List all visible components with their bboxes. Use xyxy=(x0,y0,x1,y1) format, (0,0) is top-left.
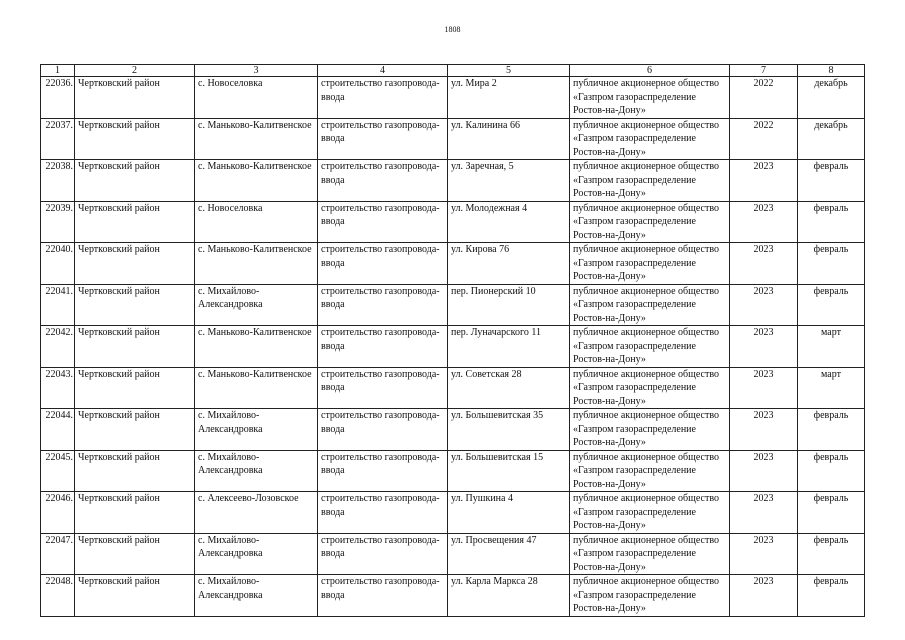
owner-cell: публичное акционерное общество «Газпром газораспределение Ростов-на-Дону» xyxy=(570,326,730,368)
district-cell: Чертковский район xyxy=(75,77,195,119)
settlement-cell: с. Михайлово-Александровка xyxy=(195,450,318,492)
row-number-cell: 22036. xyxy=(41,77,75,119)
row-number-cell: 22041. xyxy=(41,284,75,326)
district-cell: Чертковский район xyxy=(75,201,195,243)
settlement-cell: с. Маньково-Калитвенское xyxy=(195,367,318,409)
owner-cell: публичное акционерное общество «Газпром газораспределение Ростов-на-Дону» xyxy=(570,77,730,119)
table-row xyxy=(41,284,865,326)
table-row xyxy=(41,533,865,575)
address-cell: пер. Пионерский 10 xyxy=(448,284,570,326)
row-number-cell: 22038. xyxy=(41,160,75,202)
address-cell: ул. Просвещения 47 xyxy=(448,533,570,575)
row-number-cell: 22039. xyxy=(41,201,75,243)
month-cell: март xyxy=(798,367,865,409)
year-cell: 2023 xyxy=(730,160,798,202)
address-cell: ул. Заречная, 5 xyxy=(448,160,570,202)
table-row xyxy=(41,77,865,119)
owner-cell: публичное акционерное общество «Газпром газораспределение Ростов-на-Дону» xyxy=(570,409,730,451)
column-header: 2 xyxy=(75,65,195,77)
work-type-cell: строительство газопровода-ввода xyxy=(318,160,448,202)
year-cell: 2023 xyxy=(730,326,798,368)
settlement-cell: с. Маньково-Калитвенское xyxy=(195,243,318,285)
year-cell: 2023 xyxy=(730,450,798,492)
district-cell: Чертковский район xyxy=(75,533,195,575)
work-type-cell: строительство газопровода-ввода xyxy=(318,533,448,575)
address-cell: ул. Большевитская 35 xyxy=(448,409,570,451)
settlement-cell: с. Михайлово-Александровка xyxy=(195,533,318,575)
owner-cell: публичное акционерное общество «Газпром газораспределение Ростов-на-Дону» xyxy=(570,450,730,492)
column-header: 8 xyxy=(798,65,865,77)
column-header: 6 xyxy=(570,65,730,77)
work-type-cell: строительство газопровода-ввода xyxy=(318,201,448,243)
column-header: 4 xyxy=(318,65,448,77)
table-row xyxy=(41,450,865,492)
address-cell: ул. Калинина 66 xyxy=(448,118,570,160)
address-cell: ул. Карла Маркса 28 xyxy=(448,575,570,617)
month-cell: февраль xyxy=(798,201,865,243)
row-number-cell: 22044. xyxy=(41,409,75,451)
address-cell: ул. Кирова 76 xyxy=(448,243,570,285)
work-type-cell: строительство газопровода-ввода xyxy=(318,118,448,160)
row-number-cell: 22037. xyxy=(41,118,75,160)
work-type-cell: строительство газопровода-ввода xyxy=(318,409,448,451)
month-cell: декабрь xyxy=(798,77,865,119)
month-cell: февраль xyxy=(798,284,865,326)
district-cell: Чертковский район xyxy=(75,326,195,368)
row-number-cell: 22040. xyxy=(41,243,75,285)
month-cell: февраль xyxy=(798,160,865,202)
owner-cell: публичное акционерное общество «Газпром газораспределение Ростов-на-Дону» xyxy=(570,575,730,617)
work-type-cell: строительство газопровода-ввода xyxy=(318,492,448,534)
table-row xyxy=(41,367,865,409)
owner-cell: публичное акционерное общество «Газпром газораспределение Ростов-на-Дону» xyxy=(570,284,730,326)
row-number-cell: 22042. xyxy=(41,326,75,368)
address-cell: ул. Пушкина 4 xyxy=(448,492,570,534)
district-cell: Чертковский район xyxy=(75,160,195,202)
address-cell: ул. Молодежная 4 xyxy=(448,201,570,243)
owner-cell: публичное акционерное общество «Газпром газораспределение Ростов-на-Дону» xyxy=(570,492,730,534)
row-number-cell: 22048. xyxy=(41,575,75,617)
settlement-cell: с. Новоселовка xyxy=(195,77,318,119)
row-number-cell: 22045. xyxy=(41,450,75,492)
settlement-cell: с. Маньково-Калитвенское xyxy=(195,118,318,160)
month-cell: март xyxy=(798,326,865,368)
work-type-cell: строительство газопровода-ввода xyxy=(318,284,448,326)
table-row xyxy=(41,326,865,368)
owner-cell: публичное акционерное общество «Газпром газораспределение Ростов-на-Дону» xyxy=(570,118,730,160)
settlement-cell: с. Новоселовка xyxy=(195,201,318,243)
month-cell: февраль xyxy=(798,492,865,534)
owner-cell: публичное акционерное общество «Газпром газораспределение Ростов-на-Дону» xyxy=(570,243,730,285)
year-cell: 2023 xyxy=(730,409,798,451)
month-cell: февраль xyxy=(798,533,865,575)
year-cell: 2023 xyxy=(730,533,798,575)
district-cell: Чертковский район xyxy=(75,367,195,409)
work-type-cell: строительство газопровода-ввода xyxy=(318,326,448,368)
owner-cell: публичное акционерное общество «Газпром газораспределение Ростов-на-Дону» xyxy=(570,201,730,243)
owner-cell: публичное акционерное общество «Газпром газораспределение Ростов-на-Дону» xyxy=(570,160,730,202)
month-cell: февраль xyxy=(798,409,865,451)
year-cell: 2023 xyxy=(730,575,798,617)
column-header: 7 xyxy=(730,65,798,77)
year-cell: 2023 xyxy=(730,284,798,326)
settlement-cell: с. Алексеево-Лозовское xyxy=(195,492,318,534)
table-row xyxy=(41,409,865,451)
district-cell: Чертковский район xyxy=(75,492,195,534)
work-type-cell: строительство газопровода-ввода xyxy=(318,243,448,285)
settlement-cell: с. Маньково-Калитвенское xyxy=(195,326,318,368)
owner-cell: публичное акционерное общество «Газпром газораспределение Ростов-на-Дону» xyxy=(570,533,730,575)
settlement-cell: с. Маньково-Калитвенское xyxy=(195,160,318,202)
address-cell: пер. Луначарского 11 xyxy=(448,326,570,368)
district-cell: Чертковский район xyxy=(75,450,195,492)
table-row xyxy=(41,201,865,243)
district-cell: Чертковский район xyxy=(75,575,195,617)
table-row xyxy=(41,243,865,285)
address-cell: ул. Советская 28 xyxy=(448,367,570,409)
year-cell: 2023 xyxy=(730,243,798,285)
month-cell: февраль xyxy=(798,575,865,617)
year-cell: 2023 xyxy=(730,367,798,409)
table-row xyxy=(41,492,865,534)
address-cell: ул. Мира 2 xyxy=(448,77,570,119)
column-number-row xyxy=(41,65,865,77)
row-number-cell: 22047. xyxy=(41,533,75,575)
month-cell: февраль xyxy=(798,450,865,492)
district-cell: Чертковский район xyxy=(75,118,195,160)
district-cell: Чертковский район xyxy=(75,409,195,451)
district-cell: Чертковский район xyxy=(75,284,195,326)
work-type-cell: строительство газопровода-ввода xyxy=(318,575,448,617)
month-cell: декабрь xyxy=(798,118,865,160)
gas-pipeline-registry-table xyxy=(40,64,865,617)
table-body xyxy=(41,77,865,617)
year-cell: 2022 xyxy=(730,77,798,119)
column-header: 5 xyxy=(448,65,570,77)
address-cell: ул. Большевитская 15 xyxy=(448,450,570,492)
year-cell: 2023 xyxy=(730,492,798,534)
year-cell: 2023 xyxy=(730,201,798,243)
year-cell: 2022 xyxy=(730,118,798,160)
row-number-cell: 22043. xyxy=(41,367,75,409)
column-header: 3 xyxy=(195,65,318,77)
row-number-cell: 22046. xyxy=(41,492,75,534)
work-type-cell: строительство газопровода-ввода xyxy=(318,450,448,492)
month-cell: февраль xyxy=(798,243,865,285)
settlement-cell: с. Михайлово-Александровка xyxy=(195,284,318,326)
page-number: 1808 xyxy=(444,25,461,34)
table-row xyxy=(41,160,865,202)
table-row xyxy=(41,575,865,617)
column-header: 1 xyxy=(41,65,75,77)
district-cell: Чертковский район xyxy=(75,243,195,285)
owner-cell: публичное акционерное общество «Газпром газораспределение Ростов-на-Дону» xyxy=(570,367,730,409)
table-row xyxy=(41,118,865,160)
settlement-cell: с. Михайлово-Александровка xyxy=(195,575,318,617)
settlement-cell: с. Михайлово-Александровка xyxy=(195,409,318,451)
work-type-cell: строительство газопровода-ввода xyxy=(318,77,448,119)
work-type-cell: строительство газопровода-ввода xyxy=(318,367,448,409)
